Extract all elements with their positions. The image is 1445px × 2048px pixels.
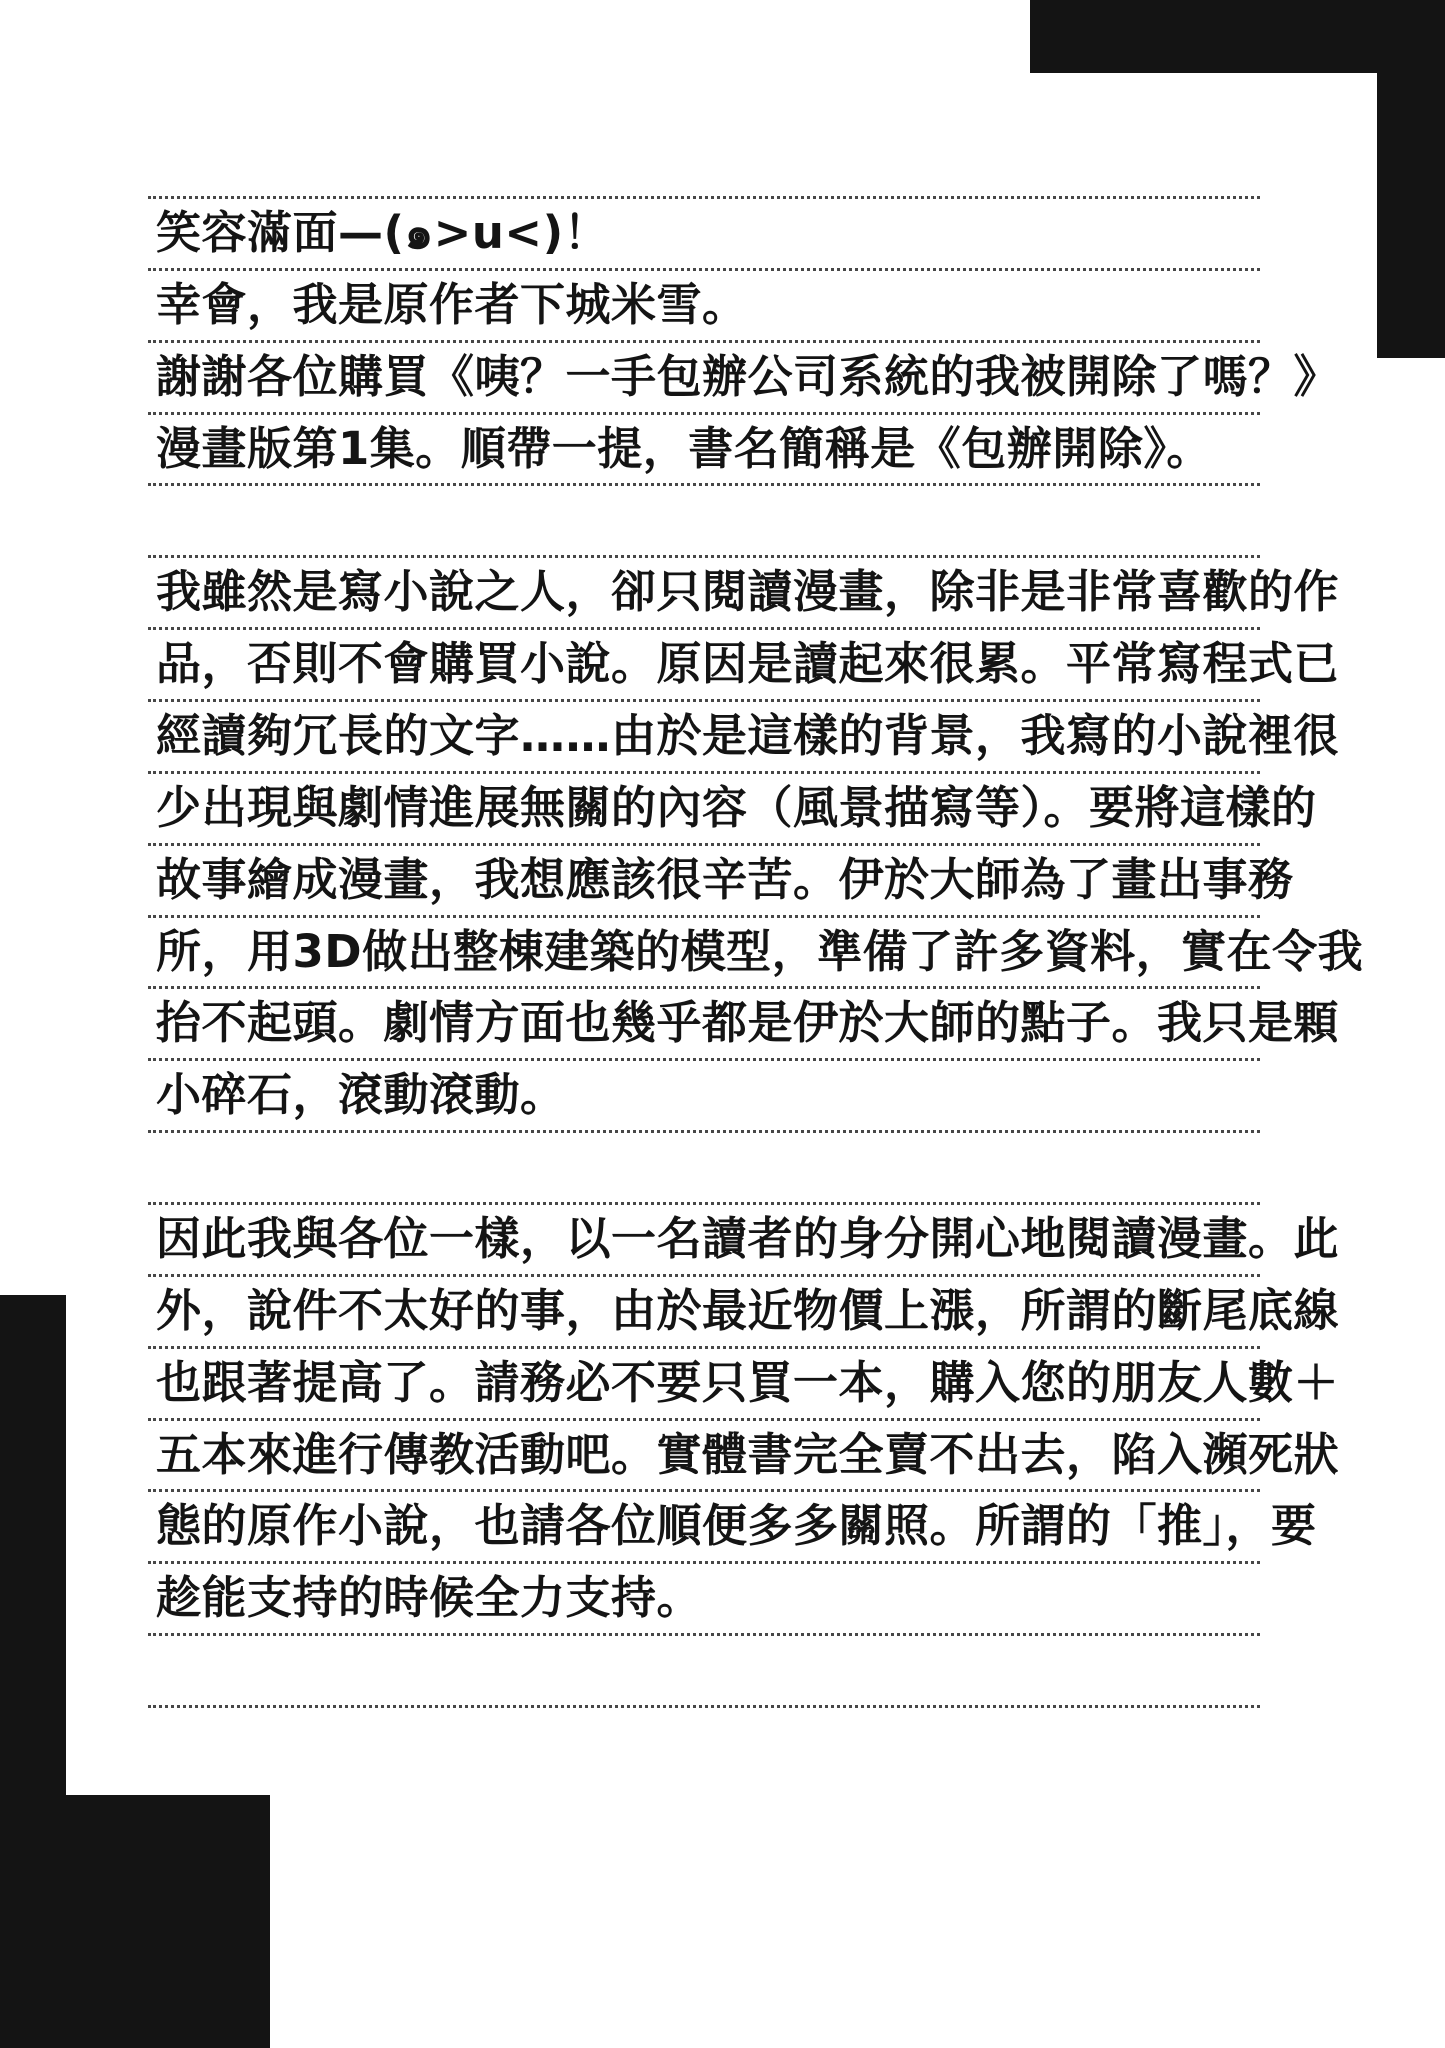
corner-block-bottom-left bbox=[0, 1795, 270, 2048]
text-line: 漫畫版第1集。順帶一提，書名簡稱是《包辦開除》。 bbox=[148, 412, 1260, 484]
text-line: 幸會，我是原作者下城米雪。 bbox=[148, 268, 1260, 340]
afterword-text-area bbox=[148, 196, 1364, 1708]
text-line: 態的原作小說，也請各位順便多多關照。所謂的「推」，要 bbox=[148, 1489, 1260, 1561]
text-line: 謝謝各位購買《咦？一手包辦公司系統的我被開除了嗎？》 bbox=[148, 340, 1260, 412]
text-line: 笑容滿面—(๑>u<)！ bbox=[148, 196, 1260, 268]
text-line: 外，說件不太好的事，由於最近物價上漲，所謂的斷尾底線 bbox=[148, 1274, 1260, 1346]
corner-block-top-right-column bbox=[1377, 0, 1445, 358]
text-line bbox=[148, 483, 1260, 555]
text-line: 五本來進行傳教活動吧。實體書完全賣不出去，陷入瀕死狀 bbox=[148, 1418, 1260, 1490]
text-line bbox=[148, 1130, 1260, 1202]
text-line: 故事繪成漫畫，我想應該很辛苦。伊於大師為了畫出事務 bbox=[148, 843, 1260, 915]
text-line: 經讀夠冗長的文字……由於是這樣的背景，我寫的小說裡很 bbox=[148, 699, 1260, 771]
text-line: 抬不起頭。劇情方面也幾乎都是伊於大師的點子。我只是顆 bbox=[148, 986, 1260, 1058]
text-line: 品，否則不會購買小說。原因是讀起來很累。平常寫程式已 bbox=[148, 627, 1260, 699]
text-line: 趁能支持的時候全力支持。 bbox=[148, 1561, 1260, 1633]
text-line: 所，用3D做出整棟建築的模型，準備了許多資料，實在令我 bbox=[148, 915, 1260, 987]
text-line: 因此我與各位一樣，以一名讀者的身分開心地閱讀漫畫。此 bbox=[148, 1202, 1260, 1274]
text-line: 也跟著提高了。請務必不要只買一本，購入您的朋友人數＋ bbox=[148, 1346, 1260, 1418]
text-line bbox=[148, 1633, 1260, 1705]
text-line: 小碎石，滾動滾動。 bbox=[148, 1058, 1260, 1130]
text-line: 我雖然是寫小說之人，卻只閱讀漫畫，除非是非常喜歡的作 bbox=[148, 555, 1260, 627]
ruled-line bbox=[148, 1705, 1260, 1708]
text-line: 少出現與劇情進展無關的內容（風景描寫等）。要將這樣的 bbox=[148, 771, 1260, 843]
